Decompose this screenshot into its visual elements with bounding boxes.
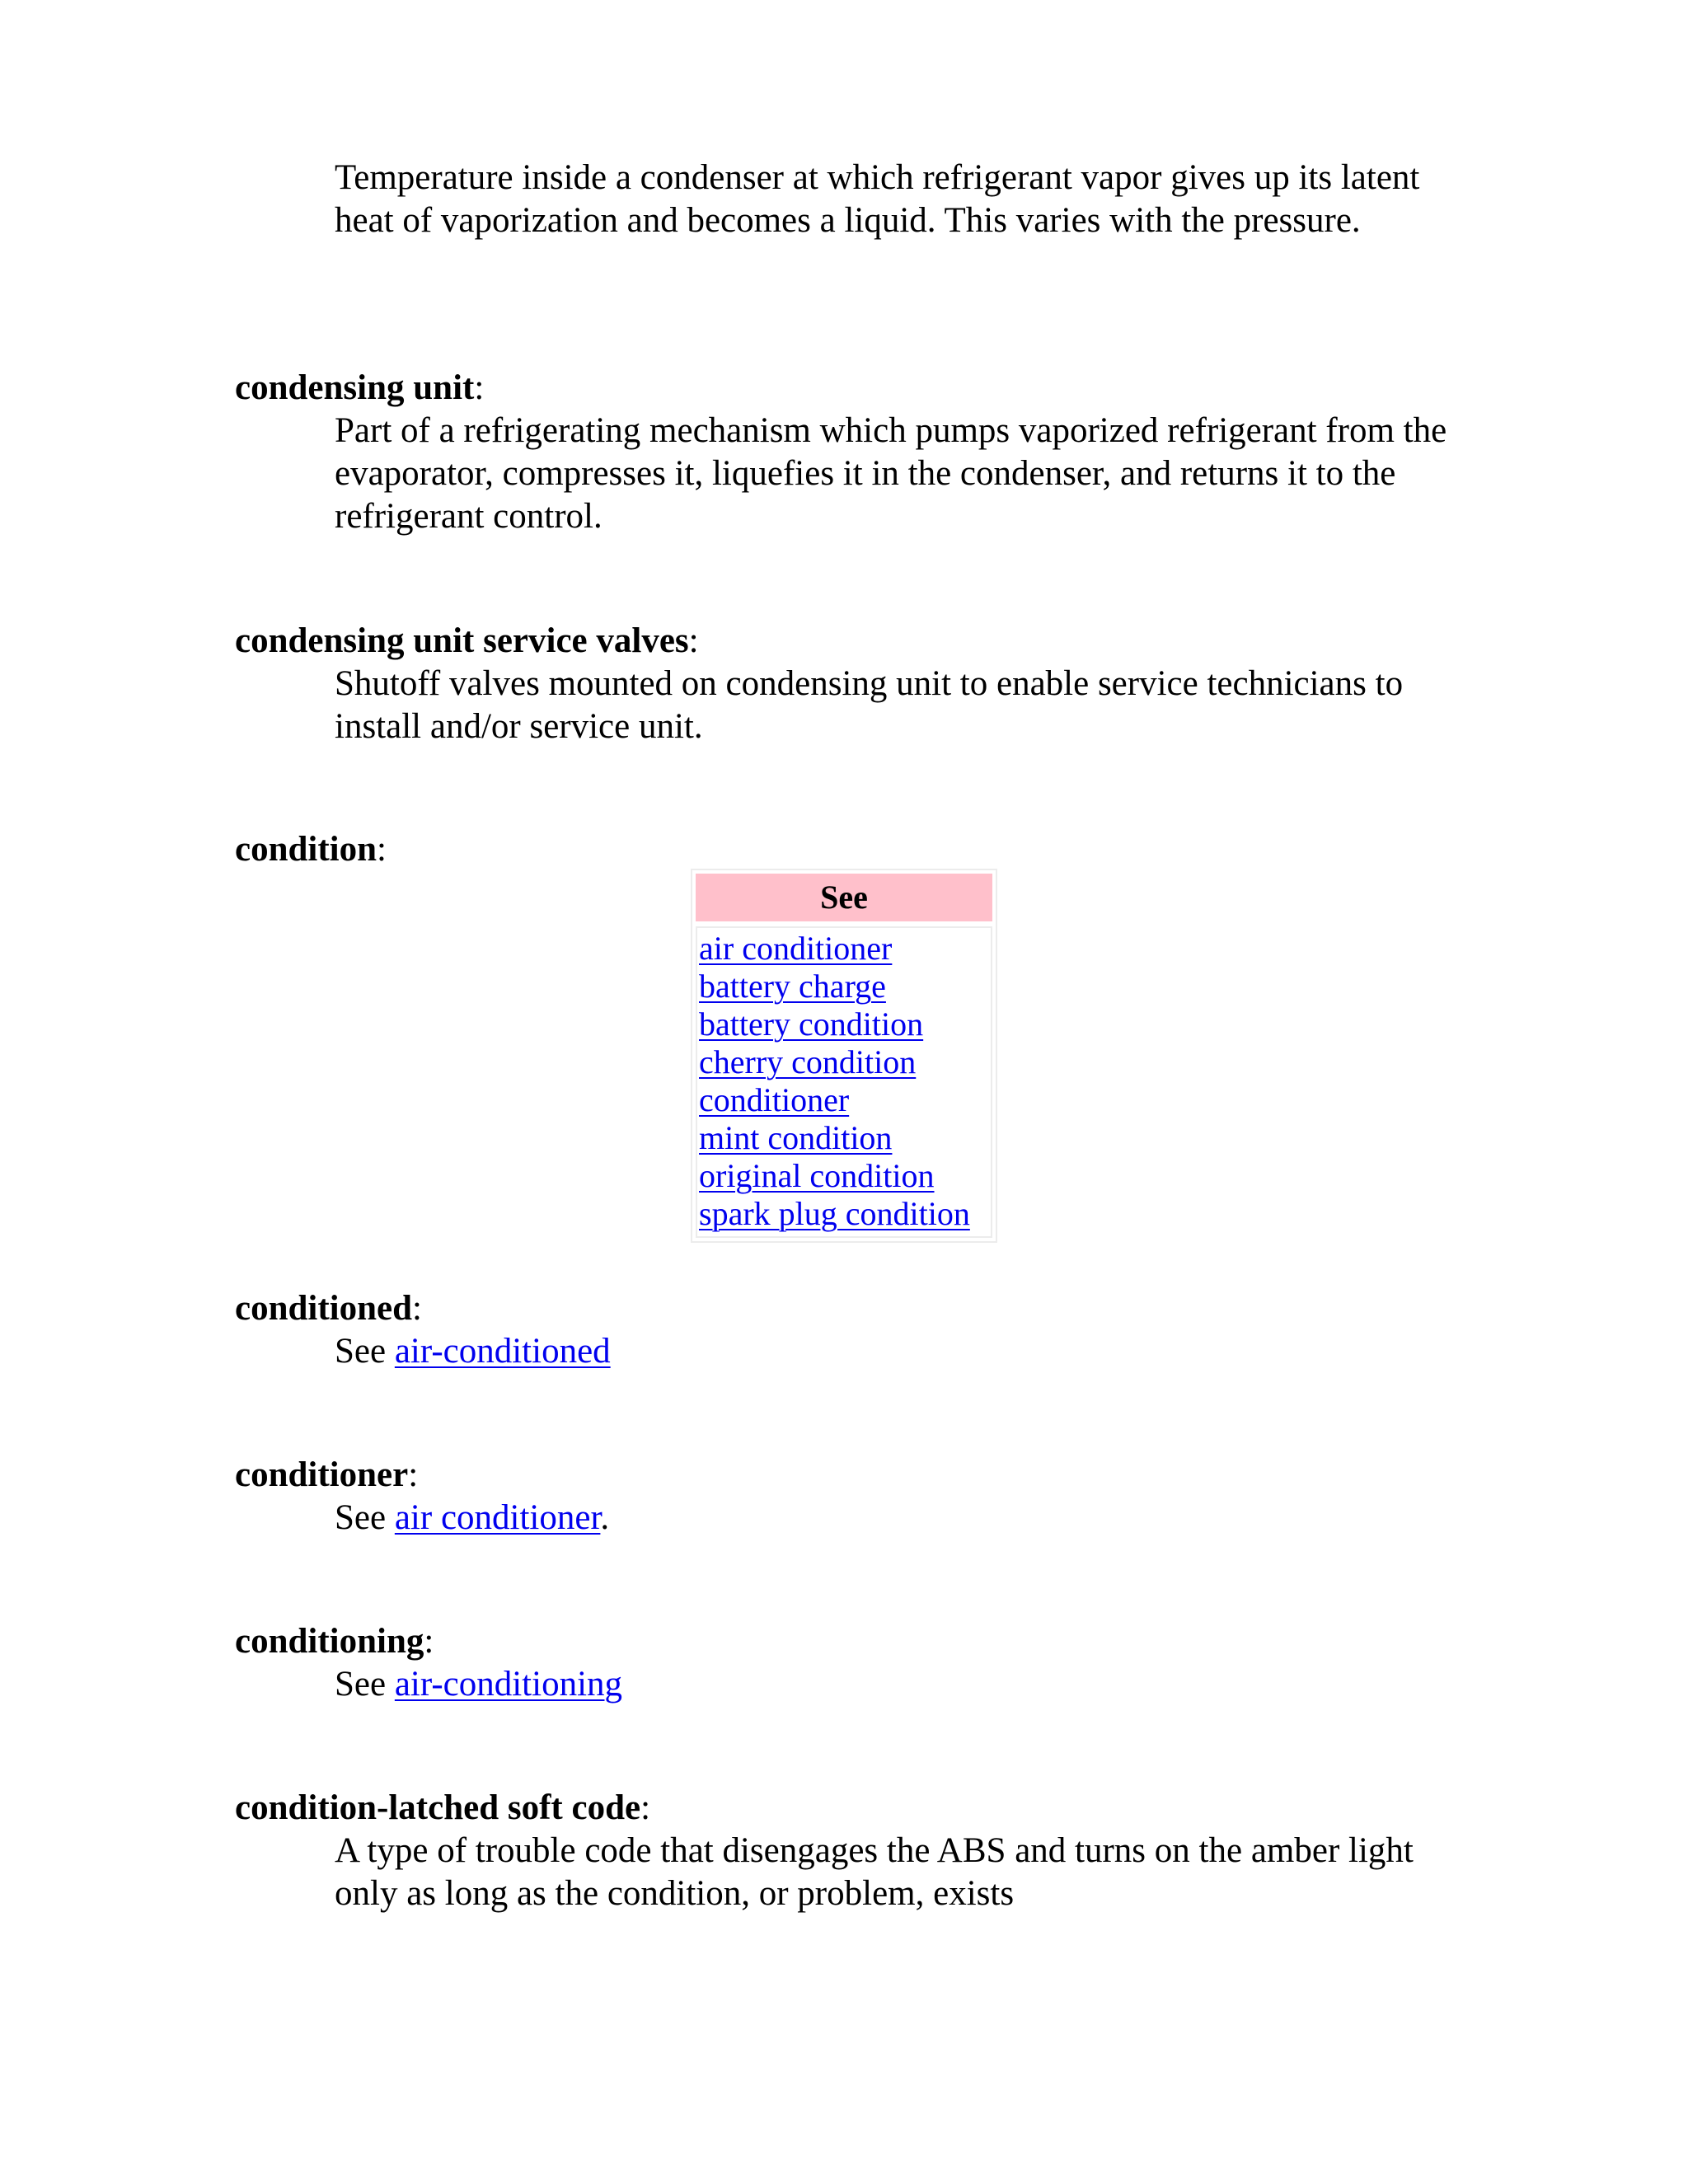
see-also-header: See	[696, 874, 992, 921]
entry-term-line	[235, 1620, 1471, 1663]
see-link-conditioner[interactable]: conditioner	[699, 1081, 850, 1118]
entry-term: condensing unit	[235, 368, 475, 407]
glossary-entry	[235, 1620, 1471, 1706]
glossary-entry	[235, 620, 1471, 748]
entry-definition: Part of a refrigerating mechanism which pumps vaporized refrigerant from the evaporator, compresses it, liquefies it in the condenser, and returns it to the refrigerant control.	[335, 411, 1447, 536]
entry-term: conditioned	[235, 1289, 413, 1328]
entry-term-line	[235, 1287, 1471, 1330]
term-colon: :	[377, 830, 387, 869]
term-colon: :	[474, 368, 485, 407]
glossary-entry	[235, 157, 1471, 242]
term-colon: :	[408, 1455, 419, 1494]
entry-term: conditioner	[235, 1455, 409, 1494]
see-link-battery-condition[interactable]: battery condition	[699, 1005, 924, 1043]
term-colon: :	[412, 1289, 422, 1328]
see-link-mint-condition[interactable]: mint condition	[699, 1119, 893, 1156]
term-colon: :	[424, 1622, 434, 1661]
see-link-air-conditioner[interactable]: air conditioner	[699, 930, 893, 967]
entry-definition: A type of trouble code that disengages the ABS and turns on the amber light only as long as the condition, or problem, exists	[335, 1831, 1414, 1913]
see-link-battery-charge[interactable]: battery charge	[699, 968, 886, 1005]
entry-term: condensing unit service valves	[235, 621, 689, 660]
entry-term-line	[235, 828, 1471, 871]
entry-term: condition-latched soft code	[235, 1788, 641, 1827]
glossary-entry	[235, 1787, 1471, 1915]
glossary-entry	[235, 1454, 1471, 1540]
entry-term-line	[235, 620, 1471, 663]
glossary-entry	[235, 1287, 1471, 1373]
see-prefix: See	[335, 1332, 395, 1371]
entry-see-reference	[335, 1330, 1464, 1373]
entry-term-line	[235, 367, 1471, 410]
entry-see-reference	[335, 1663, 1464, 1706]
see-link-air-conditioning[interactable]: air-conditioning	[394, 1665, 623, 1704]
see-also-box	[691, 869, 997, 1243]
entry-term: conditioning	[235, 1622, 424, 1661]
entry-term-line	[235, 1787, 1471, 1830]
see-also-list	[696, 926, 992, 1238]
see-link-cherry-condition[interactable]: cherry condition	[699, 1043, 917, 1080]
see-prefix: See	[335, 1665, 395, 1704]
see-suffix: .	[600, 1498, 610, 1537]
entry-term-line	[235, 1454, 1471, 1497]
see-link-original-condition[interactable]: original condition	[699, 1157, 935, 1194]
entry-definition: Shutoff valves mounted on condensing unit to enable service technicians to install and/or service unit.	[335, 664, 1404, 746]
entry-see-reference	[335, 1497, 1464, 1540]
see-link-air-conditioner[interactable]: air conditioner	[394, 1498, 601, 1537]
see-link-spark-plug-condition[interactable]: spark plug condition	[699, 1195, 970, 1232]
see-prefix: See	[335, 1498, 395, 1537]
glossary-entry	[235, 828, 1471, 871]
see-link-air-conditioned[interactable]: air-conditioned	[394, 1332, 611, 1371]
term-colon: :	[688, 621, 699, 660]
term-colon: :	[640, 1788, 651, 1827]
entry-definition: Temperature inside a condenser at which refrigerant vapor gives up its latent heat of vaporization and becomes a liquid. This varies with the pressure.	[335, 158, 1420, 240]
entry-term: condition	[235, 830, 377, 869]
glossary-entry	[235, 367, 1471, 538]
